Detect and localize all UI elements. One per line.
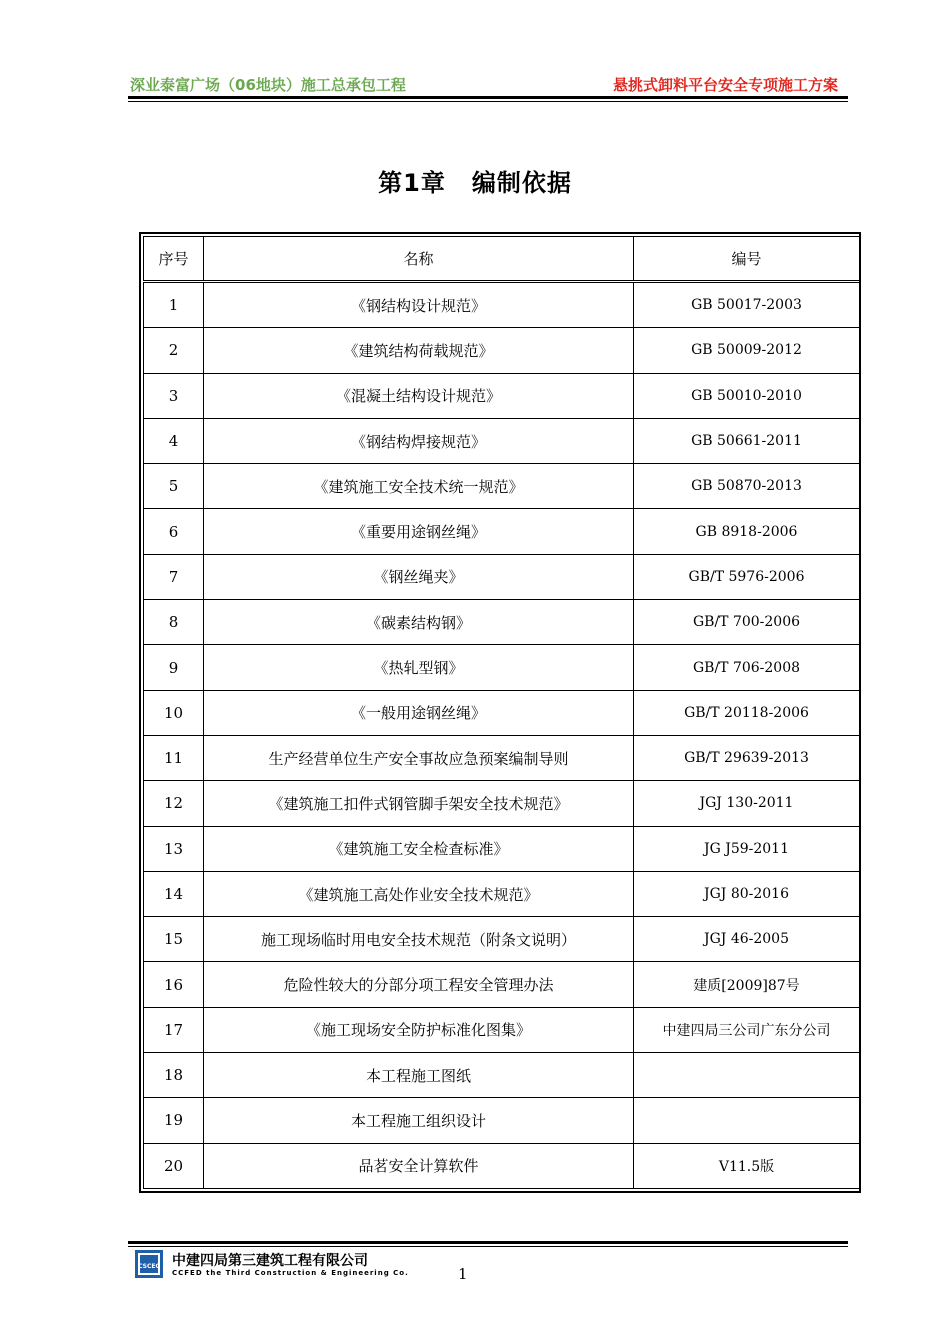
row-code bbox=[634, 1053, 860, 1098]
table-row bbox=[144, 690, 860, 735]
row-index: 4 bbox=[144, 418, 204, 463]
row-index: 3 bbox=[144, 373, 204, 418]
table-header-row bbox=[144, 237, 860, 282]
row-index: 18 bbox=[144, 1053, 204, 1098]
row-index: 14 bbox=[144, 871, 204, 916]
row-name: 《建筑施工扣件式钢管脚手架安全技术规范》 bbox=[204, 781, 634, 826]
company-name-chinese: 中建四局第三建筑工程有限公司 bbox=[172, 1253, 368, 1269]
row-code: JG J59-2011 bbox=[634, 826, 860, 871]
row-code: GB 50017-2003 bbox=[634, 282, 860, 328]
row-code: GB/T 700-2006 bbox=[634, 600, 860, 645]
table-row bbox=[144, 373, 860, 418]
row-index: 6 bbox=[144, 509, 204, 554]
table-row bbox=[144, 1098, 860, 1143]
table-row bbox=[144, 509, 860, 554]
footer-rule-thin bbox=[128, 1246, 848, 1247]
row-index: 10 bbox=[144, 690, 204, 735]
row-name: 《钢结构焊接规范》 bbox=[204, 418, 634, 463]
table-row bbox=[144, 554, 860, 599]
row-index: 11 bbox=[144, 735, 204, 780]
row-code: GB/T 5976-2006 bbox=[634, 554, 860, 599]
table-row bbox=[144, 645, 860, 690]
row-index: 13 bbox=[144, 826, 204, 871]
row-name: 《钢丝绳夹》 bbox=[204, 554, 634, 599]
row-index: 5 bbox=[144, 464, 204, 509]
row-code: GB 50009-2012 bbox=[634, 328, 860, 373]
row-index: 8 bbox=[144, 600, 204, 645]
svg-text:CSCEC: CSCEC bbox=[138, 1263, 160, 1270]
standards-table-frame bbox=[139, 232, 861, 1193]
table-row bbox=[144, 600, 860, 645]
row-name: 生产经营单位生产安全事故应急预案编制导则 bbox=[204, 735, 634, 780]
row-name: 《重要用途钢丝绳》 bbox=[204, 509, 634, 554]
row-index: 17 bbox=[144, 1007, 204, 1052]
table-row bbox=[144, 1007, 860, 1052]
table-row bbox=[144, 826, 860, 871]
row-name: 《碳素结构钢》 bbox=[204, 600, 634, 645]
row-index: 2 bbox=[144, 328, 204, 373]
chapter-number: 第1章 bbox=[378, 169, 446, 197]
header-rule-thick bbox=[128, 96, 848, 99]
row-name: 危险性较大的分部分项工程安全管理办法 bbox=[204, 962, 634, 1007]
row-name: 《建筑施工安全技术统一规范》 bbox=[204, 464, 634, 509]
row-name: 《一般用途钢丝绳》 bbox=[204, 690, 634, 735]
row-code: V11.5版 bbox=[634, 1143, 860, 1188]
header-document-title: 悬挑式卸料平台安全专项施工方案 bbox=[612, 76, 838, 94]
row-code: GB/T 20118-2006 bbox=[634, 690, 860, 735]
row-name: 本工程施工图纸 bbox=[204, 1053, 634, 1098]
row-index: 9 bbox=[144, 645, 204, 690]
table-body bbox=[144, 282, 860, 1189]
company-name-english: CCFED the Third Construction & Engineering Co. bbox=[172, 1269, 409, 1277]
row-name: 《建筑结构荷载规范》 bbox=[204, 328, 634, 373]
table-row bbox=[144, 1143, 860, 1188]
row-name: 《施工现场安全防护标准化图集》 bbox=[204, 1007, 634, 1052]
header-cell-code: 编号 bbox=[634, 237, 860, 282]
row-name: 《建筑施工安全检查标准》 bbox=[204, 826, 634, 871]
row-index: 15 bbox=[144, 917, 204, 962]
row-index: 16 bbox=[144, 962, 204, 1007]
row-code: GB 50010-2010 bbox=[634, 373, 860, 418]
row-code: 中建四局三公司广东分公司 bbox=[634, 1007, 860, 1052]
row-index: 1 bbox=[144, 282, 204, 328]
header-rule-thin bbox=[128, 101, 848, 102]
row-name: 《建筑施工高处作业安全技术规范》 bbox=[204, 871, 634, 916]
row-code: GB/T 706-2008 bbox=[634, 645, 860, 690]
table-row bbox=[144, 1053, 860, 1098]
chapter-heading bbox=[0, 163, 950, 198]
header-project-name: 深业泰富广场（06地块）施工总承包工程 bbox=[130, 76, 406, 94]
table-row bbox=[144, 917, 860, 962]
company-logo-icon bbox=[135, 1250, 163, 1278]
row-code: JGJ 46-2005 bbox=[634, 917, 860, 962]
row-index: 12 bbox=[144, 781, 204, 826]
table-row bbox=[144, 781, 860, 826]
row-name: 品茗安全计算软件 bbox=[204, 1143, 634, 1188]
row-code: JGJ 80-2016 bbox=[634, 871, 860, 916]
row-code: GB 8918-2006 bbox=[634, 509, 860, 554]
table-row bbox=[144, 328, 860, 373]
table-row bbox=[144, 735, 860, 780]
standards-table bbox=[143, 236, 860, 1189]
row-code: 建质[2009]87号 bbox=[634, 962, 860, 1007]
row-index: 20 bbox=[144, 1143, 204, 1188]
table-row bbox=[144, 282, 860, 328]
footer-rule-thick bbox=[128, 1241, 848, 1244]
row-index: 7 bbox=[144, 554, 204, 599]
row-name: 《混凝土结构设计规范》 bbox=[204, 373, 634, 418]
row-name: 《热轧型钢》 bbox=[204, 645, 634, 690]
table-row bbox=[144, 962, 860, 1007]
table-row bbox=[144, 871, 860, 916]
table-row bbox=[144, 418, 860, 463]
table-row bbox=[144, 464, 860, 509]
row-code bbox=[634, 1098, 860, 1143]
row-name: 《钢结构设计规范》 bbox=[204, 282, 634, 328]
page-number: 1 bbox=[458, 1265, 468, 1283]
header-cell-name: 名称 bbox=[204, 237, 634, 282]
chapter-title: 编制依据 bbox=[471, 169, 572, 197]
row-code: GB 50661-2011 bbox=[634, 418, 860, 463]
row-code: GB 50870-2013 bbox=[634, 464, 860, 509]
row-name: 施工现场临时用电安全技术规范（附条文说明） bbox=[204, 917, 634, 962]
header-cell-index: 序号 bbox=[144, 237, 204, 282]
row-name: 本工程施工组织设计 bbox=[204, 1098, 634, 1143]
row-index: 19 bbox=[144, 1098, 204, 1143]
row-code: JGJ 130-2011 bbox=[634, 781, 860, 826]
row-code: GB/T 29639-2013 bbox=[634, 735, 860, 780]
